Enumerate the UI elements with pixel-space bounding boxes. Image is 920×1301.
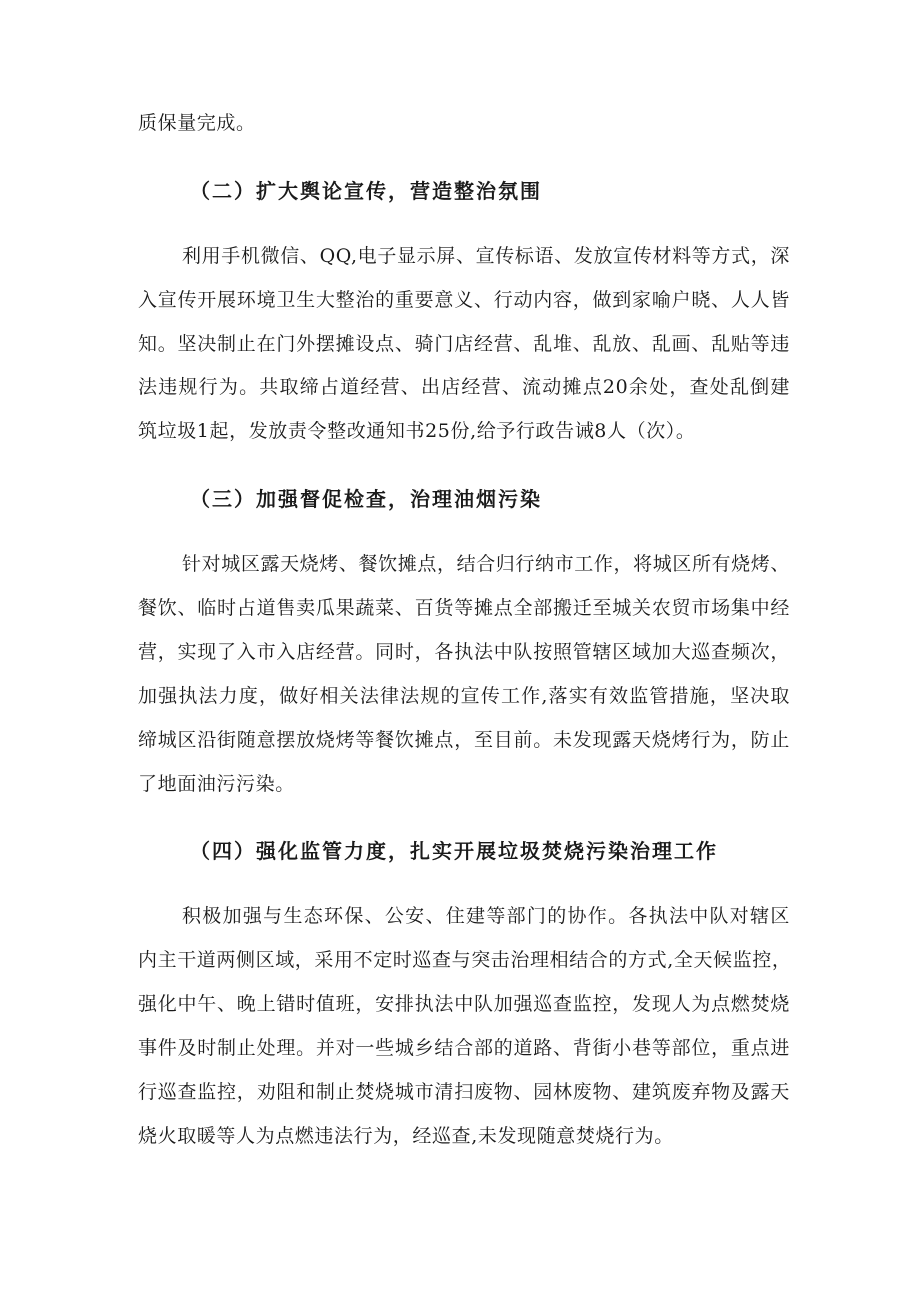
- paragraph-line: 筑垃圾1起，发放责令整改通知书25份,给予行政告诫8人（次）。: [138, 420, 696, 442]
- section-heading-2: （二）扩大舆论宣传，营造整治氛围: [190, 179, 542, 203]
- section-heading-4: （四）强化监管力度，扎实开展垃圾焚烧污染治理工作: [190, 839, 718, 863]
- paragraph-line: 烧火取暖等人为点燃违法行为，经巡查,未发现随意焚烧行为。: [138, 1125, 674, 1147]
- paragraph-line: 内主干道两侧区域，采用不定时巡查与突击治理相结合的方式,全天候监控，: [138, 949, 792, 971]
- paragraph-line: 了地面油污污染。: [138, 773, 295, 795]
- paragraph-line: 缔城区沿街随意摆放烧烤等餐饮摊点，至目前。未发现露天烧烤行为，防止: [138, 729, 790, 751]
- paragraph-line: 营，实现了入市入店经营。同时，各执法中队按照管辖区域加大巡查频次，: [138, 641, 790, 663]
- paragraph-line: 加强执法力度，做好相关法律法规的宣传工作,落实有效监管措施，坚决取: [138, 685, 790, 707]
- paragraph-line: 利用手机微信、QQ,电子显示屏、宣传标语、发放宣传材料等方式，深: [182, 245, 790, 267]
- paragraph-line: 法违规行为。共取缔占道经营、出店经营、流动摊点20余处，查处乱倒建: [138, 376, 790, 398]
- paragraph-line: 餐饮、临时占道售卖瓜果蔬菜、百货等摊点全部搬迁至城关农贸市场集中经: [138, 597, 790, 619]
- paragraph-line: 行巡查监控，劝阻和制止焚烧城市清扫废物、园林废物、建筑废弃物及露天: [138, 1081, 790, 1103]
- paragraph-line: 积极加强与生态环保、公安、住建等部门的协作。各执法中队对辖区: [182, 905, 790, 927]
- section-heading-3: （三）加强督促检查，治理油烟污染: [190, 487, 542, 511]
- paragraph-line: 事件及时制止处理。并对一些城乡结合部的道路、背街小巷等部位，重点进: [138, 1037, 790, 1059]
- paragraph-line: 知。坚决制止在门外摆摊设点、骑门店经营、乱堆、乱放、乱画、乱贴等违: [138, 333, 790, 355]
- paragraph-line: 针对城区露天烧烤、餐饮摊点，结合归行纳市工作，将城区所有烧烤、: [182, 553, 790, 575]
- paragraph-line: 入宣传开展环境卫生大整治的重要意义、行动内容，做到家喻户晓、人人皆: [138, 289, 790, 311]
- paragraph-line: 质保量完成。: [138, 112, 256, 134]
- paragraph-line: 强化中午、晚上错时值班，安排执法中队加强巡查监控，发现人为点燃焚烧: [138, 993, 790, 1015]
